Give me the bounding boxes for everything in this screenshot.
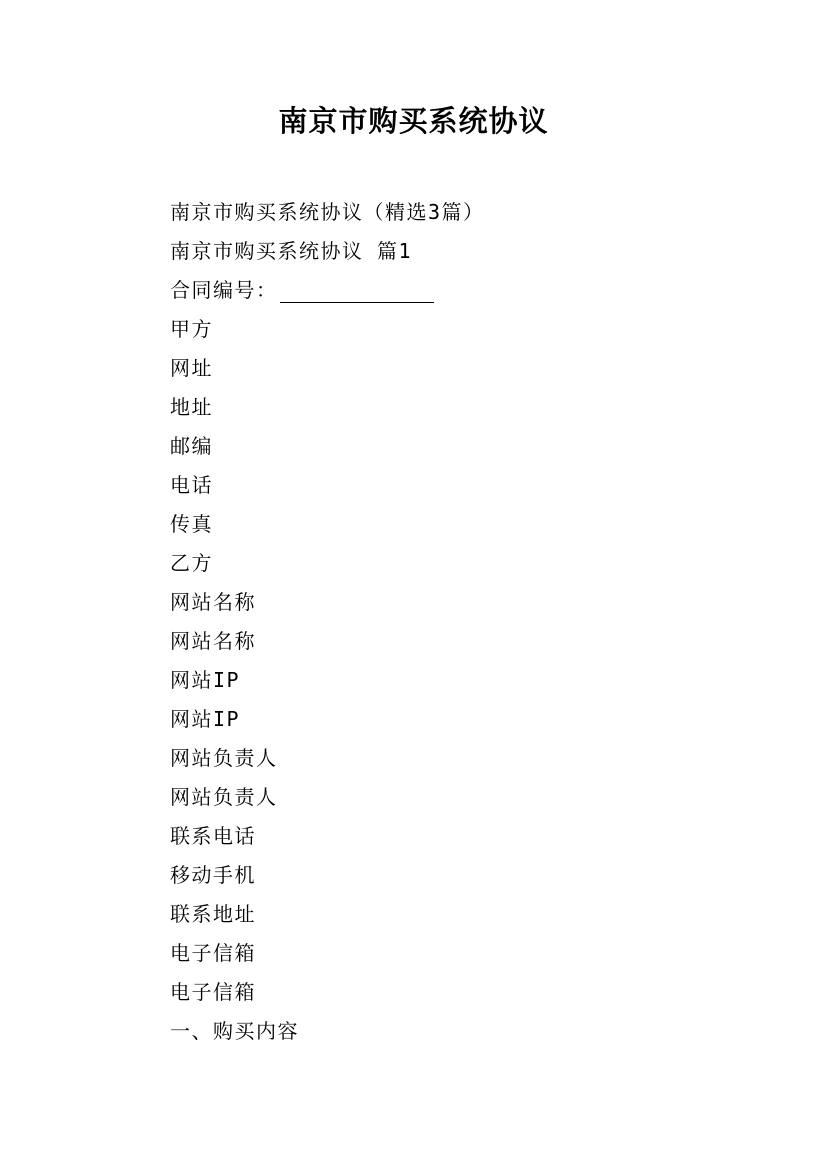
line-article-title: 南京市购买系统协议 篇1: [170, 239, 413, 263]
line-site-name-1: 网站名称: [170, 590, 256, 614]
line-party-a: 甲方: [170, 317, 213, 341]
line-contact-phone: 联系电话: [170, 824, 256, 848]
line-email-2: 电子信箱: [170, 980, 256, 1004]
line-contact-address: 联系地址: [170, 902, 256, 926]
document-body: [170, 193, 770, 1051]
line-site-ip-1: 网站IP: [170, 668, 241, 692]
line-postcode: 邮编: [170, 434, 213, 458]
line-party-b: 乙方: [170, 551, 213, 575]
line-address: 地址: [170, 395, 213, 419]
line-website: 网址: [170, 356, 213, 380]
line-site-name-2: 网站名称: [170, 629, 256, 653]
line-collection-title: 南京市购买系统协议（精选3篇）: [170, 200, 485, 224]
line-fax: 传真: [170, 512, 213, 536]
line-mobile: 移动手机: [170, 863, 256, 887]
line-site-owner-1: 网站负责人: [170, 746, 278, 770]
contract-number-label: 合同编号：: [170, 278, 278, 302]
document-title: 南京市购买系统协议: [278, 104, 549, 138]
line-phone: 电话: [170, 473, 213, 497]
line-section-1-heading: 一、购买内容: [170, 1019, 299, 1043]
contract-number-blank: [280, 280, 434, 303]
line-email-1: 电子信箱: [170, 941, 256, 965]
line-site-ip-2: 网站IP: [170, 707, 241, 731]
line-contract-number: [170, 271, 770, 310]
line-site-owner-2: 网站负责人: [170, 785, 278, 809]
